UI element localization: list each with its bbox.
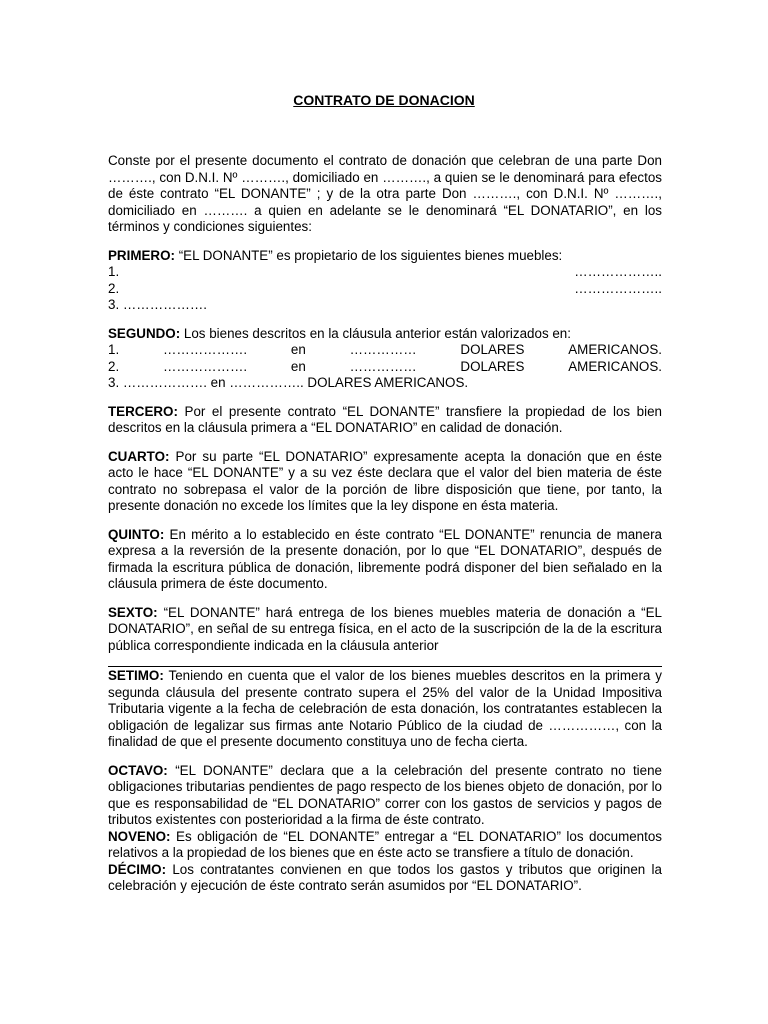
clause-text: En mérito a lo establecido en éste contrato “EL DONANTE” renuncia de manera expresa a la reversión de la presente donación, por lo que “EL DONATARIO”, después de firmada la escritura pública de donación, libremente podrá disponer del bien señalado en la cláusula primera de éste documento. (108, 526, 662, 591)
document-title: CONTRATO DE DONACION (293, 92, 475, 108)
intro-paragraph: Conste por el presente documento el contrato de donación que celebran de una parte Don ………., con D.N.I. Nº ………., domiciliado en ………., a quien se le denominará para efectos de éste contrato “EL DONANTE” ; y de la otra parte Don ………., con D.N.I. Nº ………., domiciliado en ………. a quien en adelante se le denominará “EL DONATARIO”, en los términos y condiciones siguientes: (108, 153, 662, 234)
clause-heading: SEGUNDO: (108, 325, 181, 341)
list-item: 1. ………………. en …………… DOLARES AMERICANOS. (108, 342, 662, 357)
clause-heading: PRIMERO: (108, 247, 175, 263)
clause-tercero (108, 404, 662, 437)
clause-text: Por el presente contrato “EL DONANTE” transfiere la propiedad de los bien descritos en la cláusula primera a “EL DONATARIO” en calidad de donación. (108, 403, 662, 435)
clause-text: “EL DONANTE” hará entrega de los bienes muebles materia de donación a “EL DONATARIO”, en señal de su entrega física, en el acto de la suscripción de la de la escritura pública correspondiente indicada en la cláusula anterior (108, 604, 662, 653)
list-item: 3. ………………. en …………….. DOLARES AMERICANOS. (108, 375, 469, 390)
clause-primero (108, 248, 662, 314)
clause-segundo (108, 326, 662, 392)
clause-heading: NOVENO: (108, 828, 171, 844)
clause-text: Teniendo en cuenta que el valor de los bienes muebles descritos en la primera y segunda cláusula del presente contrato supera el 25% del valor de la Unidad Impositiva Tributaria vigente a la fecha de celebración de esta donación, los contratantes establecen la obligación de legalizar sus firmas ante Notario Público de la ciudad de ……………, con la finalidad de que el presente documento constituya uno de fecha cierta. (108, 668, 662, 749)
clause-text: Los bienes descritos en la cláusula anterior están valorizados en: (183, 325, 571, 341)
clause-heading: SEXTO: (108, 604, 158, 620)
clause-text: “EL DONANTE” es propietario de los siguientes bienes muebles: (178, 247, 563, 263)
clause-text: Los contratantes convienen en que todos los gastos y tributos que originen la celebración y ejecución de éste contrato serán asumidos por “EL DONATARIO”. (108, 861, 662, 893)
clause-heading: CUARTO: (108, 448, 170, 464)
list-item: 3. ………………. (108, 297, 207, 312)
clause-heading: OCTAVO: (108, 762, 168, 778)
clause-setimo (108, 666, 662, 751)
list-item: 2. ……………….. (108, 280, 662, 296)
clause-cuarto (108, 449, 662, 515)
clause-noveno (108, 829, 662, 862)
clause-sexto (108, 605, 662, 655)
clause-heading: SETIMO: (108, 668, 164, 683)
clause-heading: TERCERO: (108, 403, 178, 419)
clause-quinto (108, 527, 662, 593)
list-item: 1. ……………….. (108, 264, 662, 279)
clause-octavo (108, 763, 662, 829)
document-body (108, 153, 662, 895)
clause-text: Por su parte “EL DONATARIO” expresamente acepta la donación que en éste acto le hace “EL DONANTE” y a su vez éste declara que el valor del bien materia de éste contrato no sobrepasa el valor de la porción de libre disposición que tiene, por tanto, la presente donación no excede los límites que la ley dispone en ésta materia. (108, 448, 662, 513)
clause-decimo (108, 862, 662, 895)
list-item: 2. ………………. en …………… DOLARES AMERICANOS. (108, 358, 662, 374)
clause-heading: DÉCIMO: (108, 861, 167, 877)
clause-text: “EL DONANTE” declara que a la celebración del presente contrato no tiene obligaciones tributarias pendientes de pago respecto de los bienes objeto de donación, por lo que es responsabilidad de “EL DONATARIO” correr con los gastos de servicios y pagos de tributos existentes con posterioridad a la firma de éste contrato. (108, 762, 662, 827)
clause-heading: QUINTO: (108, 526, 165, 542)
clause-text: Es obligación de “EL DONANTE” entregar a “EL DONATARIO” los documentos relativos a la propiedad de los bienes que en éste acto se transfiere a título de donación. (108, 828, 662, 860)
